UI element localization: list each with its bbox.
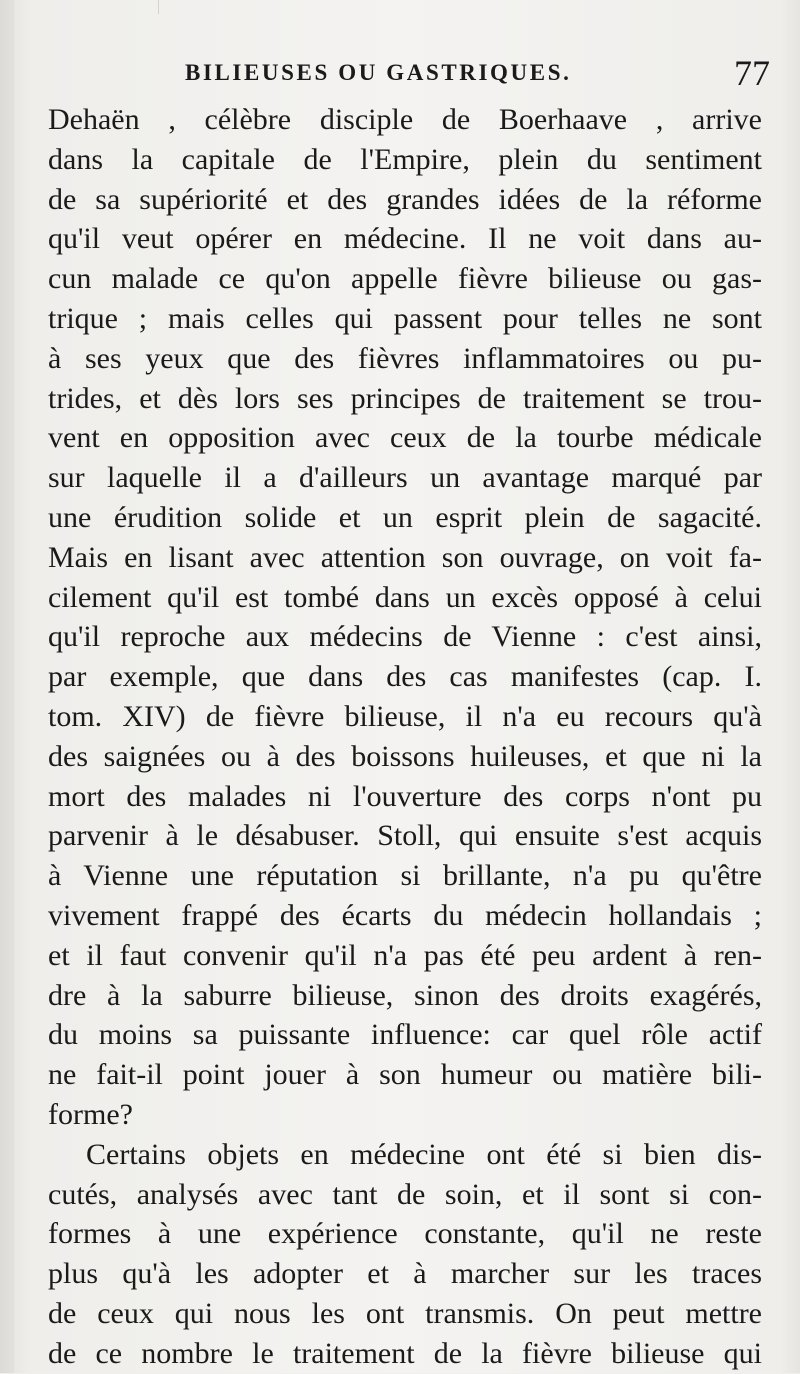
text-line: sur laquelle il a d'ailleurs un avantage marqué par	[48, 461, 762, 495]
scan-mark	[158, 0, 159, 14]
text-line: forme?	[48, 1097, 133, 1131]
text-line: des saignées ou à des boissons huileuses, et que ni la	[48, 739, 762, 773]
text-line: qu'il veut opérer en médecine. Il ne voit dans au-	[48, 222, 762, 256]
text-line: et il faut convenir qu'il n'a pas été peu ardent à ren-	[48, 938, 762, 972]
text-line: trides, et dès lors ses principes de traitement se trou-	[48, 381, 762, 415]
text-line: vivement frappé des écarts du médecin hollandais ;	[48, 898, 762, 932]
text-line: vent en opposition avec ceux de la tourbe médicale	[48, 421, 762, 455]
body-text	[48, 100, 762, 1374]
text-line: plus qu'à les adopter et à marcher sur les traces	[48, 1257, 762, 1291]
text-line: du moins sa puissante influence: car quel rôle actif	[48, 1018, 762, 1052]
text-line: cutés, analysés avec tant de soin, et il sont si con-	[48, 1177, 762, 1211]
text-line: ne fait-il point jouer à son humeur ou matière bili-	[48, 1058, 762, 1092]
text-line: à ses yeux que des fièvres inflammatoires ou pu-	[48, 341, 762, 375]
page-gutter-shadow	[0, 0, 14, 1373]
text-line: qu'il reproche aux médecins de Vienne : c'est ainsi,	[48, 620, 762, 654]
text-line: par exemple, que dans des cas manifestes (cap. I.	[48, 660, 762, 694]
text-line: cilement qu'il est tombé dans un excès opposé à celui	[48, 580, 762, 614]
text-line: de sa supériorité et des grandes idées de la réforme	[48, 182, 762, 216]
text-line: parvenir à le désabuser. Stoll, qui ensuite s'est acquis	[48, 819, 762, 853]
text-line: tom. XIV) de fièvre bilieuse, il n'a eu recours qu'à	[48, 699, 762, 733]
text-line: de ceux qui nous les ont transmis. On peut mettre	[48, 1296, 762, 1330]
page-number: 77	[734, 53, 770, 93]
text-line: Mais en lisant avec attention son ouvrage, on voit fa-	[48, 540, 762, 574]
text-line: formes à une expérience constante, qu'il ne reste	[48, 1217, 762, 1251]
text-line: trique ; mais celles qui passent pour telles ne sont	[48, 301, 762, 335]
text-line: une érudition solide et un esprit plein de sagacité.	[48, 500, 762, 534]
text-line: dre à la saburre bilieuse, sinon des droits exagérés,	[48, 978, 762, 1012]
page-header	[50, 53, 770, 96]
running-head: BILIEUSES OU GASTRIQUES.	[185, 60, 572, 85]
text-line: de ce nombre le traitement de la fièvre bilieuse qui	[48, 1336, 762, 1370]
text-line: Certains objets en médecine ont été si bien dis-	[86, 1137, 762, 1171]
text-line: à Vienne une réputation si brillante, n'a pu qu'être	[48, 859, 762, 893]
text-line: cun malade ce qu'on appelle fièvre bilieuse ou gas-	[48, 262, 762, 296]
text-line: mort des malades ni l'ouverture des corps n'ont pu	[48, 779, 762, 813]
text-line: Dehaën , célèbre disciple de Boerhaave , arrive	[48, 103, 762, 136]
text-line: dans la capitale de l'Empire, plein du sentiment	[48, 142, 762, 176]
